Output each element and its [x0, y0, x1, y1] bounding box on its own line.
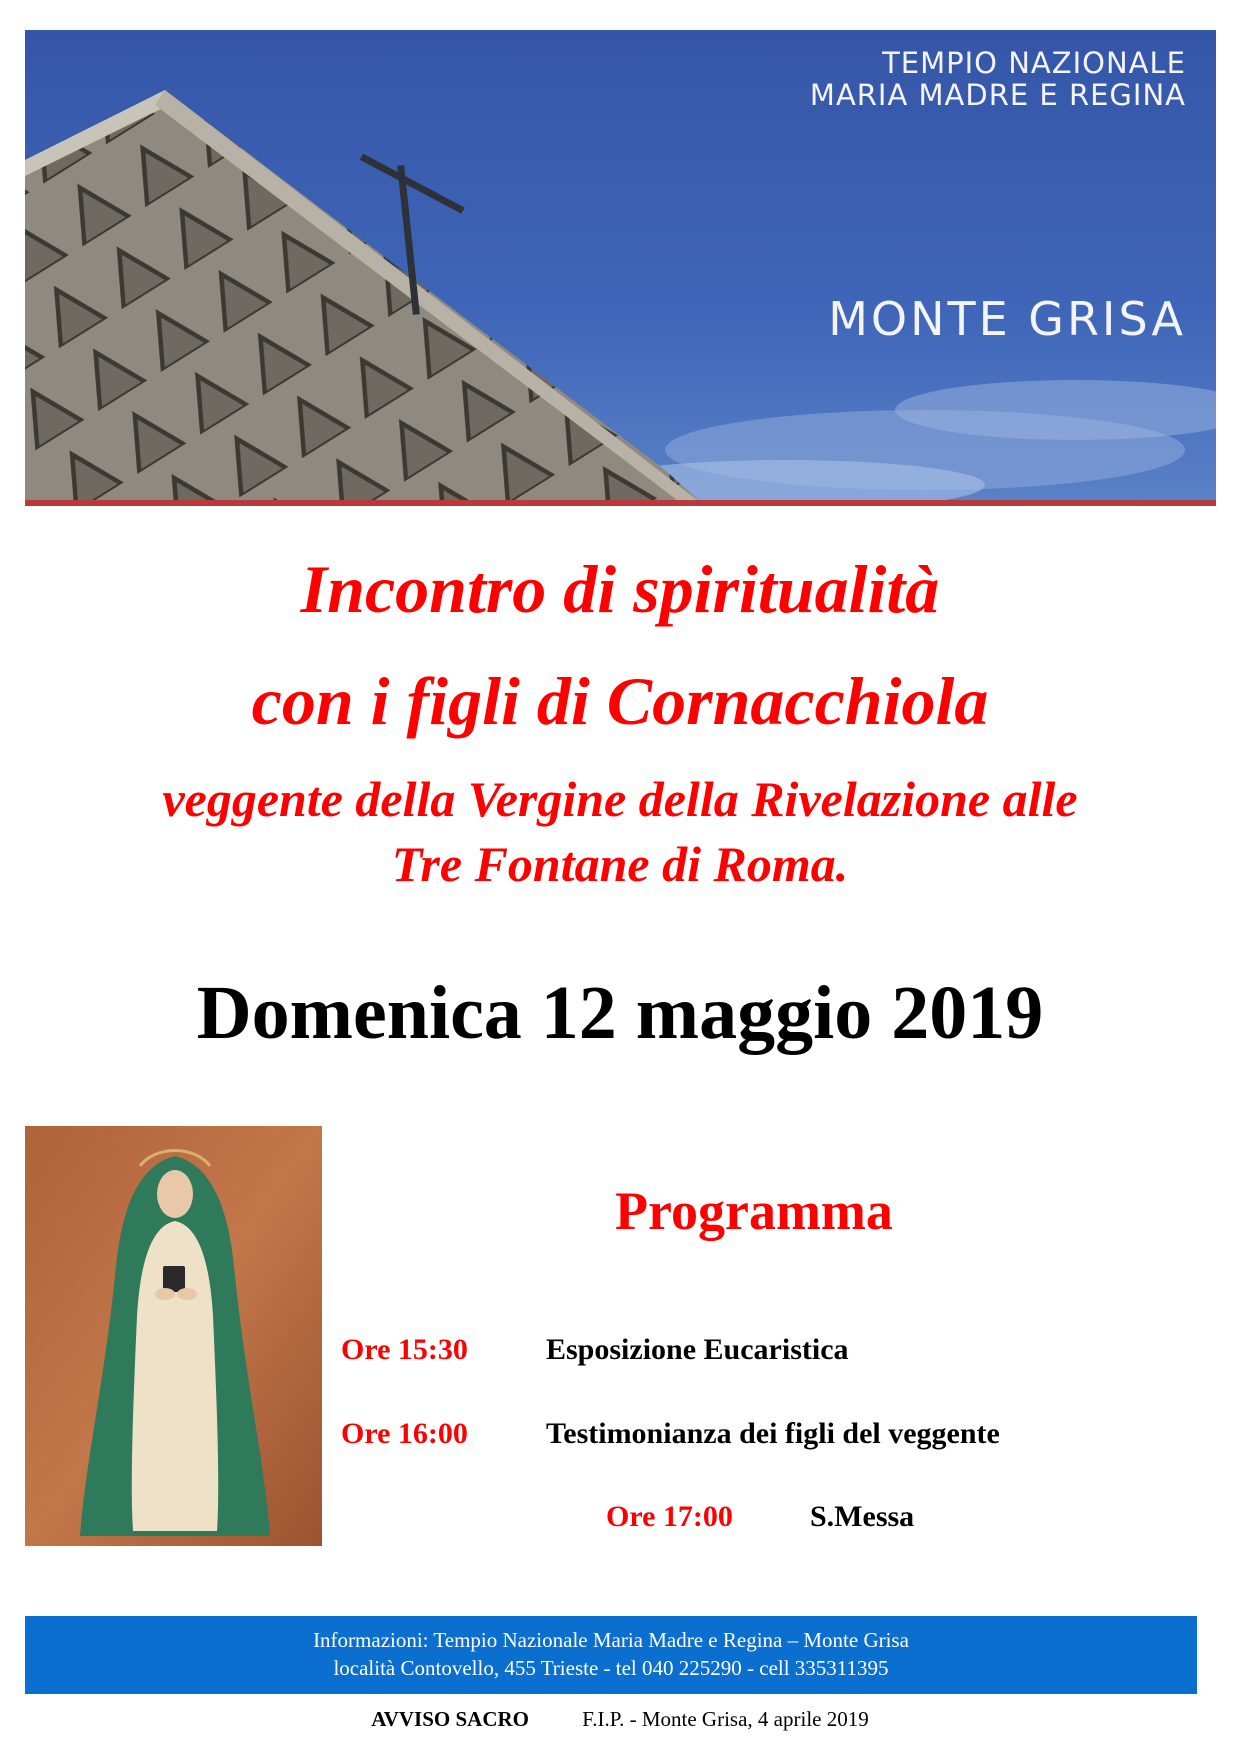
event-title-line-2: con i figli di Cornacchiola	[251, 663, 989, 739]
banner-temple-dedication: MARIA MADRE E REGINA	[809, 78, 1186, 112]
program-item-description: Testimonianza dei figli del veggente	[546, 1417, 1000, 1450]
info-line-2: località Contovello, 455 Trieste - tel 040 225290 - cell 335311395	[333, 1656, 889, 1680]
program-item-description: Esposizione Eucaristica	[546, 1333, 849, 1366]
event-subtitle-line-2: Tre Fontane di Roma.	[391, 836, 849, 892]
event-title-line-1: Incontro di spiritualità	[300, 551, 940, 627]
footer-text: F.I.P. - Monte Grisa, 4 aprile 2019	[582, 1707, 869, 1731]
program-item-time: Ore 15:30	[341, 1333, 468, 1366]
info-line-1: Informazioni: Tempio Nazionale Maria Madre e Regina – Monte Grisa	[313, 1628, 909, 1652]
header-banner	[25, 30, 1216, 506]
program-item-time: Ore 17:00	[606, 1500, 733, 1533]
event-date: Domenica 12 maggio 2019	[196, 971, 1044, 1055]
footer	[0, 1707, 1240, 1732]
program-item-description: S.Messa	[810, 1500, 915, 1533]
footer-label: AVVISO SACRO	[371, 1707, 530, 1731]
info-bar	[25, 1616, 1197, 1694]
program-item-time: Ore 16:00	[341, 1417, 468, 1450]
banner-place-name: MONTE GRISA	[828, 292, 1186, 346]
banner-temple-name: TEMPIO NAZIONALE	[882, 46, 1186, 80]
program-heading: Programma	[615, 1181, 893, 1241]
virgin-mary-image	[25, 1126, 322, 1546]
event-subtitle-line-1: veggente della Vergine della Rivelazione alle	[162, 771, 1078, 827]
